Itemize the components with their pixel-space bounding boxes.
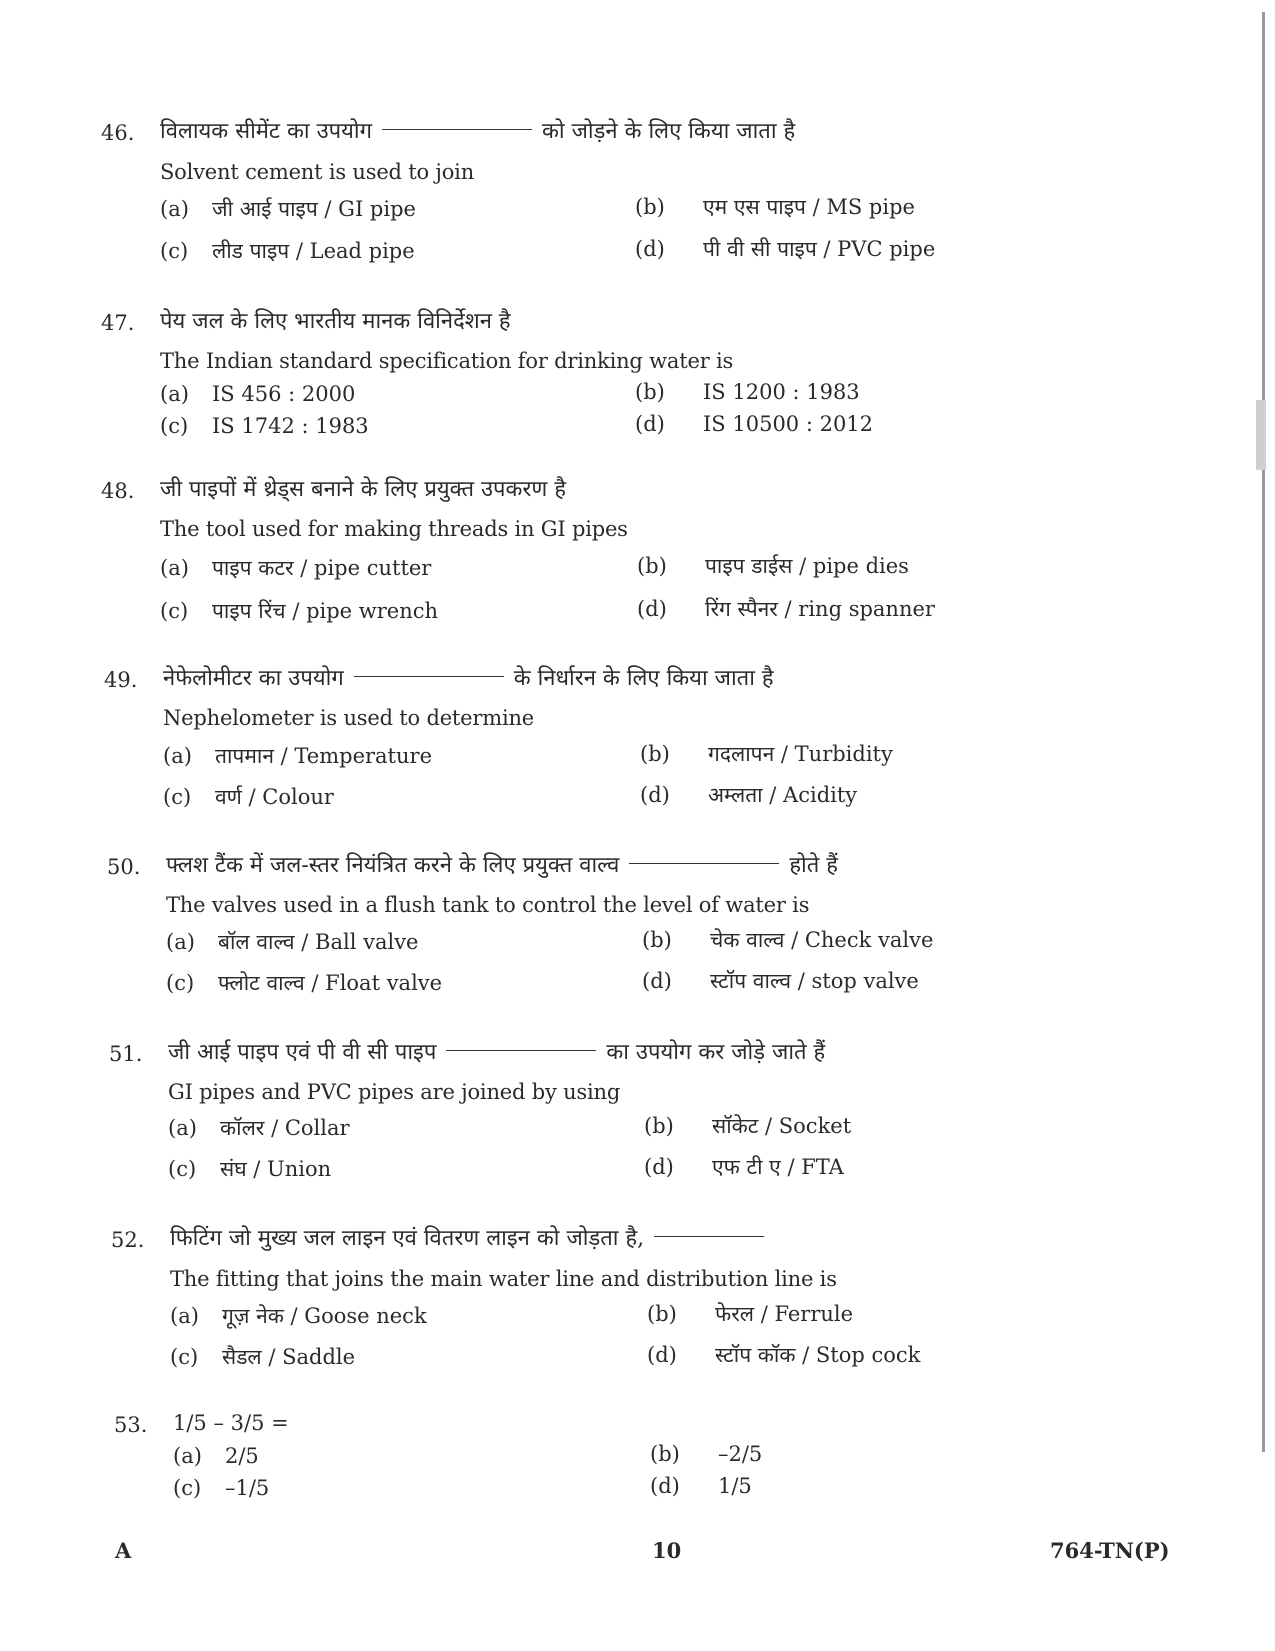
option-c[interactable]: (c) संघ / Union <box>168 1157 332 1181</box>
option-b[interactable]: (b) चेक वाल्व / Check valve <box>642 928 934 952</box>
question-stem-english: The fitting that joins the main water line and distribution line is <box>170 1267 837 1291</box>
question-number: 46. <box>101 121 135 145</box>
question-stem-hindi: जी आई पाइप एवं पी वी सी पाइप का उपयोग कर जोड़े जाते हैं <box>168 1040 826 1065</box>
paper-code: 764-TN(P) <box>1050 1538 1170 1563</box>
option-c[interactable]: (c) वर्ण / Colour <box>163 785 334 809</box>
question-number: 52. <box>111 1228 145 1252</box>
question-stem-hindi: फिटिंग जो मुख्य जल लाइन एवं वितरण लाइन को जोड़ता है, <box>170 1222 774 1252</box>
option-a[interactable]: (a) बॉल वाल्व / Ball valve <box>166 930 419 954</box>
question-stem-hindi: विलायक सीमेंट का उपयोग को जोड़ने के लिए किया जाता है <box>160 119 796 144</box>
option-c[interactable]: (c) लीड पाइप / Lead pipe <box>160 239 415 263</box>
option-a[interactable]: (a) कॉलर / Collar <box>168 1116 350 1140</box>
option-d[interactable]: (d) अम्लता / Acidity <box>640 783 858 807</box>
question-number: 49. <box>104 668 138 692</box>
question-stem-english: Nephelometer is used to determine <box>163 706 535 730</box>
series-code: A <box>115 1538 132 1563</box>
answer-blank <box>629 863 779 864</box>
option-a[interactable]: (a) जी आई पाइप / GI pipe <box>160 197 416 221</box>
option-d[interactable]: (d) रिंग स्पैनर / ring spanner <box>637 597 935 621</box>
question-stem-hindi: जी पाइपों में थ्रेड्स बनाने के लिए प्रयुक्त उपकरण है <box>160 477 567 502</box>
question-stem-english: The tool used for making threads in GI pipes <box>160 517 628 541</box>
option-b[interactable]: (b) सॉकेट / Socket <box>644 1114 852 1138</box>
option-a[interactable]: (a) 2/5 <box>173 1444 259 1468</box>
option-c[interactable]: (c) फ्लोट वाल्व / Float valve <box>166 971 443 995</box>
option-d[interactable]: (d) एफ टी ए / FTA <box>644 1155 844 1179</box>
option-d[interactable]: (d) पी वी सी पाइप / PVC pipe <box>635 237 936 261</box>
option-c[interactable]: (c) –1/5 <box>173 1476 270 1500</box>
option-c[interactable]: (c) IS 1742 : 1983 <box>160 414 369 438</box>
option-b[interactable]: (b) एम एस पाइप / MS pipe <box>635 195 915 219</box>
option-c[interactable]: (c) पाइप रिंच / pipe wrench <box>160 599 439 623</box>
option-d[interactable]: (d) IS 10500 : 2012 <box>635 412 874 436</box>
question-stem-english: Solvent cement is used to join <box>160 160 475 184</box>
answer-blank <box>354 676 504 677</box>
option-a[interactable]: (a) तापमान / Temperature <box>163 744 432 768</box>
question-number: 53. <box>114 1413 148 1437</box>
question-number: 47. <box>101 311 135 335</box>
question-stem-english: The valves used in a flush tank to control the level of water is <box>166 893 810 917</box>
option-b[interactable]: (b) –2/5 <box>650 1442 763 1466</box>
question-number: 51. <box>109 1042 143 1066</box>
option-c[interactable]: (c) सैडल / Saddle <box>170 1345 356 1369</box>
page-number: 10 <box>652 1538 682 1563</box>
page-edge-shadow <box>1262 12 1265 1452</box>
question-number: 50. <box>107 855 141 879</box>
page-edge-mark <box>1256 400 1266 470</box>
question-stem: 1/5 – 3/5 = <box>173 1411 289 1435</box>
option-d[interactable]: (d) 1/5 <box>650 1474 752 1498</box>
question-stem-hindi: नेफेलोमीटर का उपयोग के निर्धारन के लिए किया जाता है <box>163 666 774 691</box>
question-stem-english: GI pipes and PVC pipes are joined by using <box>168 1080 621 1104</box>
answer-blank <box>446 1050 596 1051</box>
option-b[interactable]: (b) IS 1200 : 1983 <box>635 380 860 404</box>
question-stem-hindi: पेय जल के लिए भारतीय मानक विनिर्देशन है <box>160 309 511 334</box>
option-a[interactable]: (a) पाइप कटर / pipe cutter <box>160 556 432 580</box>
question-stem-english: The Indian standard specification for drinking water is <box>160 349 734 373</box>
option-a[interactable]: (a) गूज़ नेक / Goose neck <box>170 1304 427 1328</box>
option-d[interactable]: (d) स्टॉप कॉक / Stop cock <box>647 1343 921 1367</box>
option-d[interactable]: (d) स्टॉप वाल्व / stop valve <box>642 969 919 993</box>
option-b[interactable]: (b) फेरल / Ferrule <box>647 1302 854 1326</box>
option-b[interactable]: (b) गदलापन / Turbidity <box>640 742 893 766</box>
answer-blank <box>654 1236 764 1237</box>
question-stem-hindi: फ्लश टैंक में जल-स्तर नियंत्रित करने के लिए प्रयुक्त वाल्व होते हैं <box>166 853 838 878</box>
option-a[interactable]: (a) IS 456 : 2000 <box>160 382 356 406</box>
question-number: 48. <box>101 479 135 503</box>
answer-blank <box>382 129 532 130</box>
option-b[interactable]: (b) पाइप डाईस / pipe dies <box>637 554 909 578</box>
